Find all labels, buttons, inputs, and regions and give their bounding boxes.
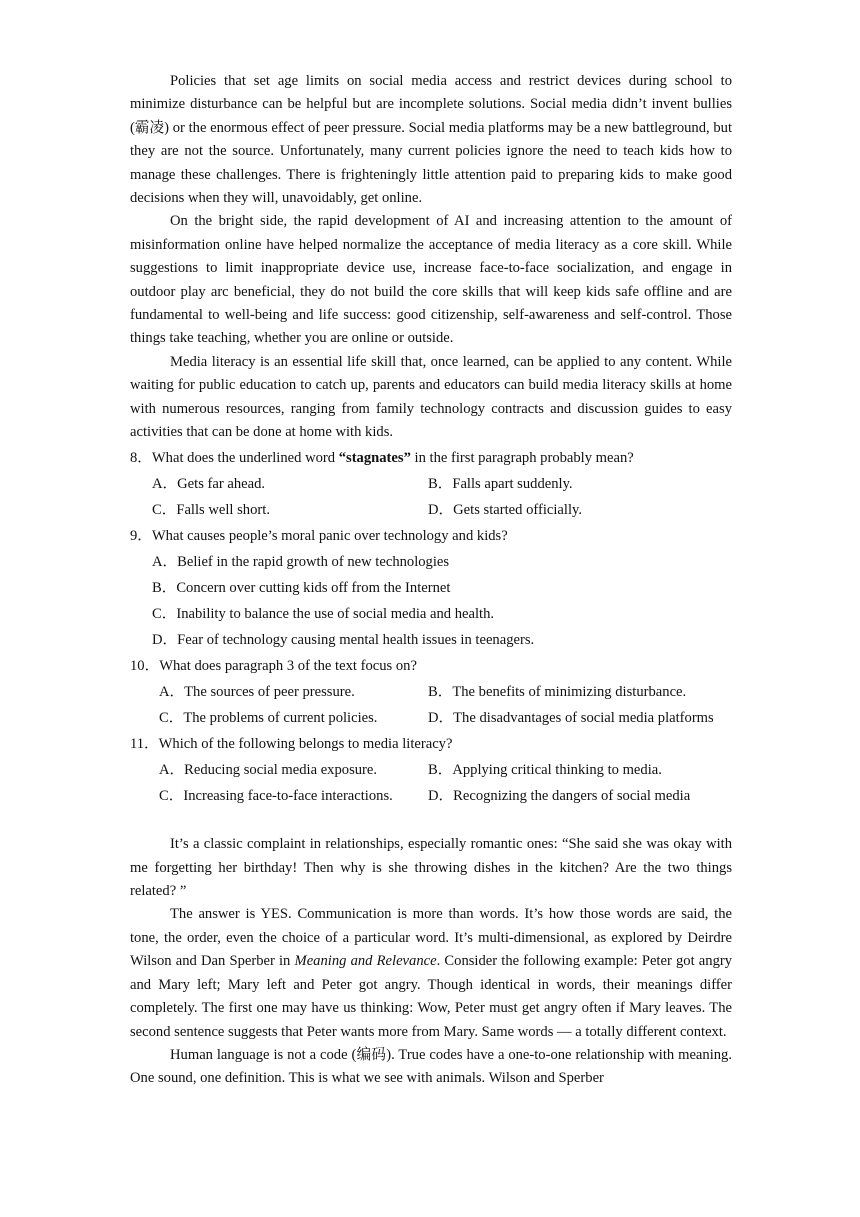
passage1-paragraph: Media literacy is an essential life skill that, once learned, can be applied to any content. While waiting for public education to catch up, parents and educators can build media literacy skills at home with numerous resources, ranging from family technology contracts and discussion guides to easy activities that can be done at home with kids. [130,353,732,441]
options-row [130,471,732,497]
option-b[interactable]: B．The benefits of minimizing disturbance. [428,684,687,701]
options-row [130,679,732,705]
option-c[interactable]: C．Increasing face-to-face interactions. [159,788,393,805]
question-9: 9．What causes people’s moral panic over technology and kids? [130,527,508,544]
option-c[interactable]: C．Inability to balance the use of social media and health. [152,605,495,622]
passage1-paragraph: Policies that set age limits on social media access and restrict devices during school to minimize disturbance can be helpful but are incomplete solutions. Social media didn’t invent bullies (霸凌) or the enormous effect of peer pressure. Social media platforms may be a new battleground, but they are not the source. Unfortunately, many current policies ignore the need to teach kids how to manage these challenges. There is frighteningly little attention paid to preparing kids to make good decisions when they will, unavoidably, get online. [130,73,732,207]
options-row [130,705,732,731]
passage2-paragraph: It’s a classic complaint in relationships, especially romantic ones: “She said she was okay with me forgetting her birthday! Then why is she throwing dishes in the kitchen? Are the two things related? ” [130,836,732,900]
option-a[interactable]: A．Gets far ahead. [152,475,266,492]
question-stem: in the first paragraph probably mean? [410,449,634,466]
passage2-paragraph [130,903,732,1043]
question-10: 10．What does paragraph 3 of the text focus on? [130,658,417,675]
option-b[interactable]: B．Applying critical thinking to media. [428,762,662,779]
passage1-paragraph: On the bright side, the rapid development of AI and increasing attention to the amount of misinformation online have helped normalize the acceptance of media literacy as a core skill. While suggestions to limit inappropriate device use, increase face-to-face socialization, and engage in outdoor play arc beneficial, they do not build the core skills that will keep kids safe offline and are fundamental to well-being and life success: good citizenship, self-awareness and self-control. Those things take teaching, whether you are online or outside. [130,213,732,347]
section-gap [130,809,732,833]
option-d[interactable]: D．Recognizing the dangers of social media [428,788,691,805]
book-title: Meaning and Relevance [294,953,437,970]
option-d[interactable]: D．Gets started officially. [428,501,583,518]
passage2-paragraph: Human language is not a code (编码). True codes have a one-to-one relationship with meaning. One sound, one definition. This is what we see with animals. Wilson and Sperber [130,1046,732,1087]
options-row [130,497,732,523]
question-8 [130,445,732,471]
options-row [130,783,732,809]
paragraph-text: The answer is YES. Communication is more than words. It’s how those words are said, the tone, the order, even the choice of a particular word. It’s multi-dimensional, as explored by Deirdre Wilson and Dan Sperber in [130,906,732,970]
option-c[interactable]: C．Falls well short. [152,501,270,518]
option-a[interactable]: A．Reducing social media exposure. [159,762,378,779]
option-d[interactable]: D．Fear of technology causing mental health issues in teenagers. [152,632,535,649]
document-page [130,70,732,1091]
options-row [130,757,732,783]
option-c[interactable]: C．The problems of current policies. [159,710,378,727]
question-11: 11．Which of the following belongs to media literacy? [130,736,453,753]
option-d[interactable]: D．The disadvantages of social media platforms [428,710,714,727]
option-a[interactable]: A．Belief in the rapid growth of new technologies [152,553,450,570]
keyword: “stagnates” [338,449,411,466]
option-a[interactable]: A．The sources of peer pressure. [159,684,355,701]
question-stem: 8．What does the underlined word [130,449,339,466]
option-b[interactable]: B．Concern over cutting kids off from the Internet [152,579,451,596]
paragraph-text: . Consider the following example: Peter got angry and Mary left; Mary left and Peter got angry. Though identical in words, their meanings differ completely. The first one may have us thinking: Wow, Peter must get angry often if Mary leaves. The second sentence suggests that Peter wants more from Mary. Same words — a totally different context. [130,953,733,1040]
option-b[interactable]: B．Falls apart suddenly. [428,475,573,492]
